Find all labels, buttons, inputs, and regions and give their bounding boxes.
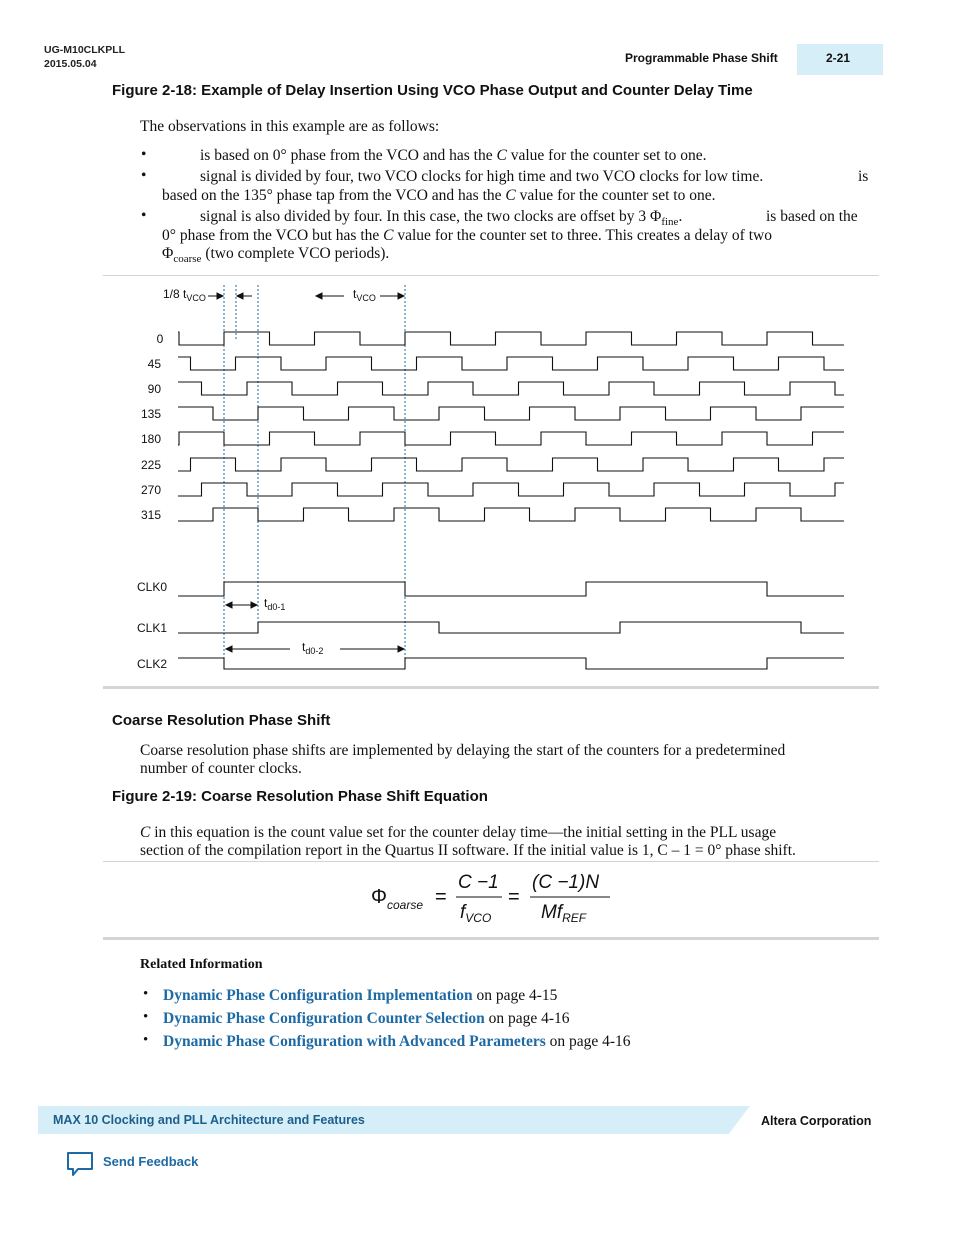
doc-date: 2015.05.04 [44, 58, 97, 70]
figure-19-body-line2: section of the compilation report in the Quartus II software. If the initial value is 1, C – 1 = 0° phase shift. [140, 842, 796, 859]
td02-arrow-head-right [398, 646, 404, 652]
phase-label-45: 45 [147, 357, 161, 371]
td02-label: $t_{d0-2}$ [302, 640, 324, 656]
related-suffix-2: on page 4-16 [484, 1010, 570, 1027]
related-link-1[interactable]: Dynamic Phase Configuration Implementation [163, 987, 473, 1004]
equation-top-rule [103, 861, 879, 862]
phase-label-270: 270 [140, 483, 161, 497]
coarse-heading: Coarse Resolution Phase Shift [112, 712, 331, 729]
clk0-label: CLK0 [137, 580, 168, 594]
clk2-waveform [178, 658, 844, 669]
fig19-em: C [140, 824, 151, 841]
phase-label-135: 135 [140, 407, 161, 421]
related-item-2 [163, 1009, 570, 1028]
obs2-text: based on the 135° phase tap from the VCO and has the [162, 187, 506, 204]
obs2-text-end: value for the counter set to one. [515, 187, 716, 204]
eq-num-1: C −1 [458, 872, 499, 893]
figure-19-title: Figure 2-19: Coarse Resolution Phase Shift Equation [112, 788, 488, 805]
phase-label-225: 225 [140, 458, 161, 472]
eq-num-2: (C −1)N [532, 872, 600, 893]
phase-label-315: 315 [140, 508, 161, 522]
footer-corporation: Altera Corporation [761, 1114, 872, 1128]
obs1-em: C [496, 147, 507, 164]
fig19-text: in this equation is the count value set for the counter delay time—the initial setting in the PLL usage [150, 824, 777, 841]
equation-bottom-rule [103, 937, 879, 940]
eq-den-1: $f_{VCO}$ [460, 902, 492, 925]
obs3-phi-sub: coarse [173, 253, 202, 266]
phase-waveform-45 [178, 357, 844, 370]
footer-doc-title: MAX 10 Clocking and PLL Architecture and Features [53, 1113, 365, 1127]
phase-waveform-90 [178, 382, 844, 395]
eighth-arrow-head-right [237, 293, 243, 299]
phase-label-180: 180 [140, 432, 161, 446]
obs3-l2-em: C [383, 227, 394, 244]
clk1-label: CLK1 [137, 621, 168, 635]
eighth-arrow-head-left [217, 293, 223, 299]
figure-18-title: Figure 2-18: Example of Delay Insertion Using VCO Phase Output and Counter Delay Time [112, 82, 753, 99]
phase-waveform-315 [178, 508, 844, 521]
phase-waveform-225 [178, 458, 844, 471]
bullet-dot: • [143, 986, 149, 1002]
td02-arrow-head-left [226, 646, 232, 652]
obs1-text: is based on 0° phase from the VCO and has the [200, 147, 497, 164]
bullet-dot: • [141, 207, 147, 224]
obs3-l3-end: (two complete VCO periods). [201, 245, 390, 262]
eq-den-2: $Mf_{REF}$ [541, 902, 587, 925]
tvco-arrow-head-left [316, 293, 322, 299]
obs3-sub: fine [661, 216, 679, 229]
observation-2-line1-end: is [858, 168, 869, 185]
related-suffix-1: on page 4-15 [472, 987, 558, 1004]
tvco-arrow-head-right [398, 293, 404, 299]
related-link-3[interactable]: Dynamic Phase Configuration with Advanced Parameters [163, 1033, 546, 1050]
phase-waveform-180 [178, 432, 844, 445]
coarse-body-line2: number of counter clocks. [140, 760, 302, 777]
eq-sign-2: = [508, 886, 520, 908]
clk1-waveform [178, 622, 844, 633]
td01-label: $t_{d0-1}$ [264, 596, 286, 612]
observation-3-line1-end: is based on the [766, 208, 858, 225]
related-heading: Related Information [140, 957, 263, 972]
page-number: 2-21 [826, 51, 851, 65]
figure-19-body-line1 [140, 823, 776, 842]
clk0-waveform [178, 582, 844, 596]
obs3-text: signal is also divided by four. In this case, the two clocks are offset by 3 Φ [200, 208, 662, 225]
eq-sign-1: = [435, 886, 447, 908]
bullet-dot: • [143, 1032, 149, 1048]
clk2-label: CLK2 [137, 657, 168, 671]
td01-arrow-head-right [251, 602, 257, 608]
phase-waveform-135 [178, 407, 844, 420]
related-suffix-3: on page 4-16 [545, 1033, 631, 1050]
section-title: Programmable Phase Shift [625, 51, 778, 65]
eighth-tvco-label: 1/8 $t_{VCO}$ [163, 287, 206, 303]
related-item-3 [163, 1032, 631, 1051]
observation-2-line1: signal is divided by four, two VCO clocks for high time and two VCO clocks for low time. [200, 168, 764, 185]
obs1-text-end: value for the counter set to one. [506, 147, 707, 164]
obs3-l2-text: 0° phase from the VCO but has the [162, 227, 384, 244]
bullet-dot: • [143, 1009, 149, 1025]
obs3-phi: Φ [162, 245, 174, 262]
obs2-em: C [505, 187, 516, 204]
doc-id: UG-M10CLKPLL [44, 44, 126, 56]
related-item-1 [163, 986, 557, 1005]
related-link-2[interactable]: Dynamic Phase Configuration Counter Selection [163, 1010, 485, 1027]
phase-label-90: 90 [147, 382, 161, 396]
tvco-label: $t_{VCO}$ [353, 287, 376, 303]
eq-phi: $\Phi_{coarse}$ [371, 886, 423, 912]
coarse-body-line1: Coarse resolution phase shifts are implemented by delaying the start of the counters for a predetermined [140, 742, 786, 759]
send-feedback-link[interactable]: Send Feedback [103, 1154, 199, 1169]
feedback-icon[interactable] [65, 1150, 95, 1178]
obs3-period: . [678, 208, 683, 225]
td01-arrow-head-left [226, 602, 232, 608]
phase-waveform-270 [178, 483, 844, 496]
obs3-l2-end: value for the counter set to three. This creates a delay of two [393, 227, 772, 244]
phase-label-0: 0 [156, 332, 164, 346]
figure-bottom-rule [103, 686, 879, 689]
bullet-dot: • [141, 146, 147, 163]
coarse-phase-equation [360, 866, 630, 932]
bullet-dot: • [141, 167, 147, 184]
observations-intro: The observations in this example are as follows: [140, 118, 440, 135]
phase-waveform-0 [178, 332, 844, 345]
